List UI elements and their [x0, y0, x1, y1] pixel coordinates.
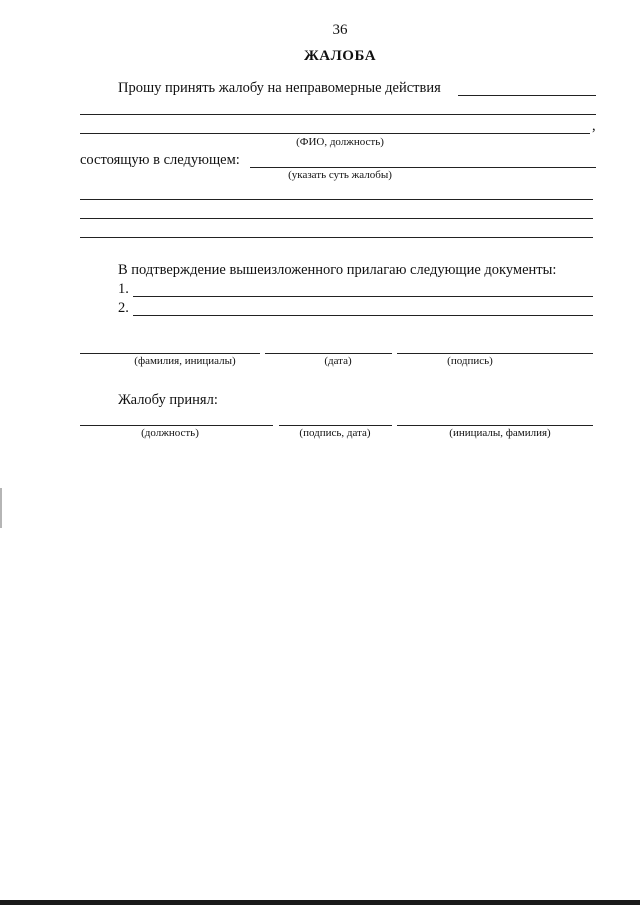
comma-mark: ,	[592, 118, 596, 134]
applicant-name-caption: (фамилия, инициалы)	[134, 355, 236, 367]
acceptor-initials-caption: (инициалы, фамилия)	[449, 427, 551, 439]
accused-name-blank-2[interactable]	[80, 114, 596, 115]
substance-blank-2[interactable]	[80, 199, 593, 200]
substance-caption: (указать суть жалобы)	[288, 169, 392, 181]
scan-bottom-edge	[0, 900, 640, 905]
attachment-number-2: 2.	[118, 300, 129, 316]
fio-position-caption: (ФИО, должность)	[296, 136, 384, 148]
applicant-signature-caption: (подпись)	[447, 355, 493, 367]
attachment-blank-2[interactable]	[133, 315, 593, 316]
applicant-date-caption: (дата)	[324, 355, 352, 367]
applicant-name-blank[interactable]	[80, 353, 260, 354]
acceptance-label: Жалобу принял:	[118, 392, 218, 408]
applicant-date-blank[interactable]	[265, 353, 392, 354]
acceptor-signature-date-blank[interactable]	[279, 425, 392, 426]
accused-name-blank-3[interactable]	[80, 133, 590, 134]
applicant-signature-blank[interactable]	[397, 353, 593, 354]
attachments-intro: В подтверждение вышеизложенного прилагаю следующие документы:	[118, 262, 557, 278]
attachment-blank-1[interactable]	[133, 296, 593, 297]
acceptor-initials-blank[interactable]	[397, 425, 593, 426]
request-text: Прошу принять жалобу на неправомерные действия	[118, 80, 441, 96]
substance-blank-1[interactable]	[250, 167, 596, 168]
form-title: ЖАЛОБА	[303, 48, 377, 64]
substance-blank-3[interactable]	[80, 218, 593, 219]
page-number: 36	[332, 22, 348, 38]
scan-edge-mark	[0, 488, 2, 528]
substance-blank-4[interactable]	[80, 237, 593, 238]
acceptor-position-blank[interactable]	[80, 425, 273, 426]
substance-label: состоящую в следующем:	[80, 152, 240, 168]
attachment-number-1: 1.	[118, 281, 129, 297]
accused-name-blank-1[interactable]	[458, 95, 596, 96]
acceptor-signature-date-caption: (подпись, дата)	[299, 427, 371, 439]
acceptor-position-caption: (должность)	[141, 427, 199, 439]
